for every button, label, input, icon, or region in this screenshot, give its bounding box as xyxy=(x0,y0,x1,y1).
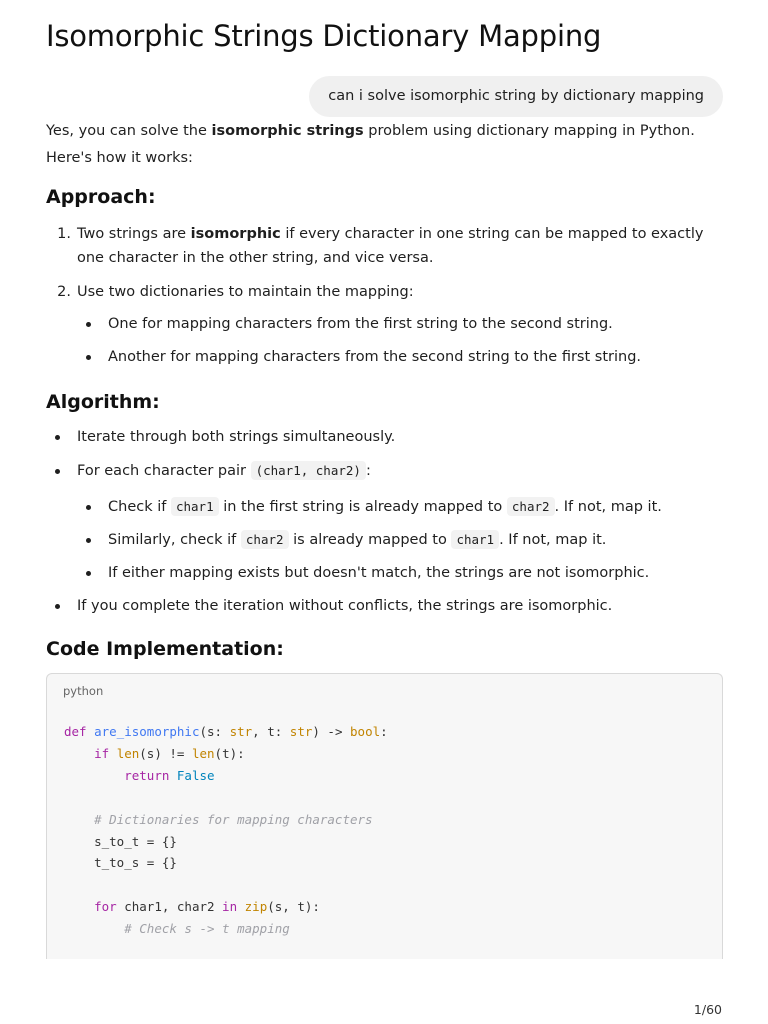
algorithm-subitem-2-post: . If not, map it. xyxy=(499,532,607,548)
inline-code: char1 xyxy=(171,497,219,516)
code-line: # Check s -> t mapping xyxy=(124,921,290,937)
code-line: return False xyxy=(124,767,215,783)
approach-subitem-1: One for mapping characters from the first string to the second string. xyxy=(108,316,613,332)
approach-item-1-number: 1. xyxy=(57,226,71,242)
approach-item-2-number: 2. xyxy=(57,284,71,300)
algorithm-bullet-3: If you complete the iteration without conflicts, the strings are isomorphic. xyxy=(77,598,613,614)
bullet-icon xyxy=(86,322,91,327)
approach-item-1-line2: one character in the other string, and vice versa. xyxy=(77,250,434,266)
intro-line2: Here's how it works: xyxy=(46,150,193,166)
bullet-icon xyxy=(86,355,91,360)
code-language-label: python xyxy=(63,684,104,698)
code-line: # Dictionaries for mapping characters xyxy=(94,811,373,827)
code-block xyxy=(46,673,723,959)
page-number: 1/60 xyxy=(693,1002,722,1017)
algorithm-subitem-3: If either mapping exists but doesn't match, the strings are not isomorphic. xyxy=(108,565,650,581)
bullet-icon xyxy=(55,435,60,440)
intro-bold: isomorphic strings xyxy=(211,123,364,139)
algorithm-subitem-1-mid: in the first string is already mapped to xyxy=(218,499,507,515)
user-message-bubble: can i solve isomorphic string by dictionary mapping xyxy=(309,76,723,117)
code-line: def are_isomorphic(s: str, t: str) -> bool: xyxy=(64,724,388,739)
bullet-icon xyxy=(86,505,91,510)
approach-heading: Approach: xyxy=(46,186,156,208)
code-line: for char1, char2 in zip(s, t): xyxy=(94,899,320,915)
bullet-icon xyxy=(55,604,60,609)
inline-code: char2 xyxy=(507,497,555,516)
algorithm-subitem-1-pre: Check if xyxy=(108,499,171,515)
code-line: t_to_s = {} xyxy=(64,855,177,871)
algorithm-heading: Algorithm: xyxy=(46,391,160,413)
bullet-icon xyxy=(55,469,60,474)
code-content xyxy=(64,721,388,940)
algorithm-subitem-1 xyxy=(108,495,662,519)
inline-code: (char1, char2) xyxy=(251,461,366,480)
approach-item-1-pre: Two strings are xyxy=(77,226,191,242)
inline-code: char2 xyxy=(241,530,289,549)
approach-item-1-post: if every character in one string can be mapped to exactly xyxy=(280,226,704,242)
approach-item-1-bold: isomorphic xyxy=(190,226,281,242)
algorithm-subitem-2-mid: is already mapped to xyxy=(288,532,452,548)
algorithm-subitem-1-post: . If not, map it. xyxy=(554,499,662,515)
algorithm-bullet-2-post: : xyxy=(365,463,371,479)
code-line: s_to_t = {} xyxy=(64,833,177,849)
inline-code: char1 xyxy=(451,530,499,549)
algorithm-subitem-2-pre: Similarly, check if xyxy=(108,532,241,548)
approach-subitem-2: Another for mapping characters from the second string to the first string. xyxy=(108,349,642,365)
intro-text-pre: Yes, you can solve the xyxy=(46,123,212,139)
page-title: Isomorphic Strings Dictionary Mapping xyxy=(46,19,602,53)
intro-text-post: problem using dictionary mapping in Python. xyxy=(363,123,695,139)
algorithm-bullet-2 xyxy=(77,459,371,483)
bullet-icon xyxy=(86,538,91,543)
intro-paragraph xyxy=(46,118,723,172)
approach-item-1 xyxy=(77,222,723,270)
code-line: if len(s) != len(t): xyxy=(94,745,245,761)
bullet-icon xyxy=(86,571,91,576)
algorithm-subitem-2 xyxy=(108,528,606,552)
approach-item-2: Use two dictionaries to maintain the mapping: xyxy=(77,284,414,300)
algorithm-bullet-2-pre: For each character pair xyxy=(77,463,251,479)
code-implementation-heading: Code Implementation: xyxy=(46,638,284,660)
algorithm-bullet-1: Iterate through both strings simultaneously. xyxy=(77,429,396,445)
